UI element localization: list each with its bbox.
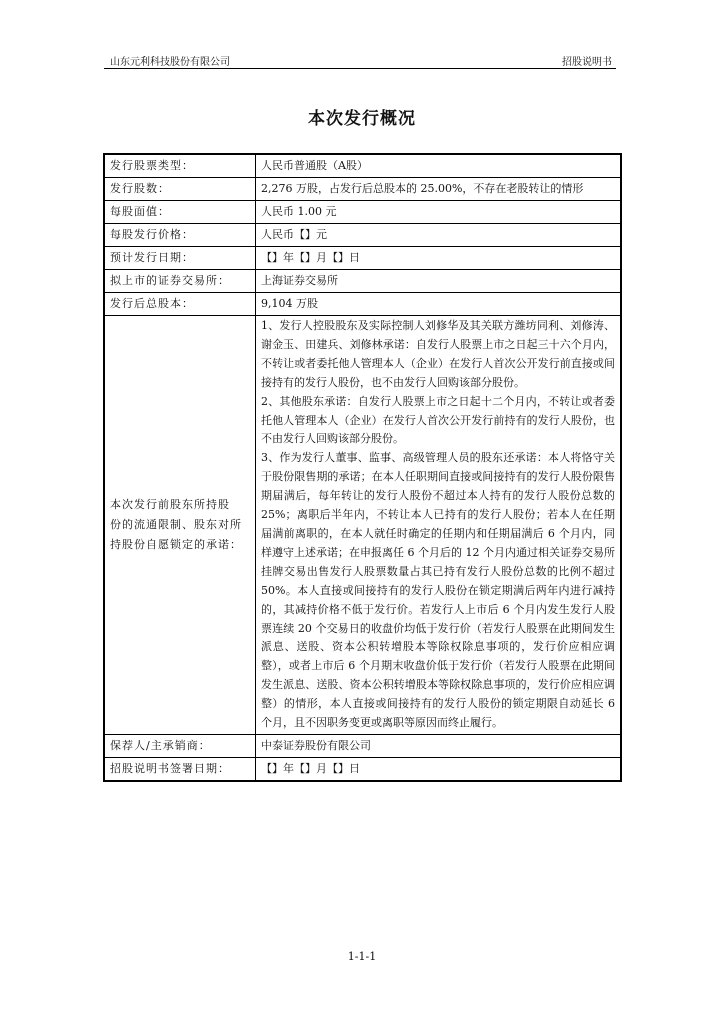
- row-value: 人民币普通股（A股）: [256, 154, 622, 178]
- row-label: 每股面值：: [104, 201, 256, 224]
- page-header: [104, 51, 616, 67]
- row-label: 发行后总股本：: [104, 293, 256, 316]
- row-label: 预计发行日期：: [104, 247, 256, 270]
- lockup-label: [104, 316, 256, 735]
- lockup-label-line: 持股份自愿锁定的承诺：: [110, 537, 242, 551]
- row-value: 【】年【】月【】日: [256, 757, 622, 781]
- table-row: [104, 757, 621, 781]
- page-number: 1-1-1: [347, 950, 377, 963]
- table-row: [104, 178, 621, 201]
- table-row: [104, 224, 621, 247]
- header-company-name: 山东元利科技股份有限公司: [110, 57, 230, 68]
- row-value: 人民币【】元: [256, 224, 622, 247]
- row-value: 2,276 万股，占发行后总股本的 25.00%，不存在老股转让的情形: [256, 178, 622, 201]
- row-label: 每股发行价格：: [104, 224, 256, 247]
- table-row: [104, 201, 621, 224]
- row-label: 拟上市的证券交易所：: [104, 270, 256, 293]
- row-value: 上海证券交易所: [256, 270, 622, 293]
- table-row: [104, 247, 621, 270]
- lockup-commitments: [256, 316, 622, 735]
- lockup-label-line: 份的流通限制、股东对所: [110, 517, 242, 531]
- lockup-paragraph: 3、作为发行人董事、监事、高级管理人员的股东还承诺：本人将恪守关于股份限售期的承诺；在本人任职期间直接或间接持有的发行人股份限售期届满后，每年转让的发行人股份不超过本人持有的发行人股份总数的 25%；离职后半年内，不转让本人已持有的发行人股份；若本人在任期届满前离职的，在本人就任时确定的任期内和任期届满后 6 个月内，同样遵守上述承诺；在申报离任 6 个月后的 12 个月内通过相关证券交易所挂牌交易出售发行人股票数量占其已持有发行人股份总数的比例不超过 50%。本人直接或间接持有的发行人股份在锁定期满后两年内进行减持的，其减持价格不低于发行价。若发行人上市后 6 个月内发生发行人股票连续 20 个交易日的收盘价均低于发行价（若发行人股票在此期间发生派息、送股、资本公积转增股本等除权除息事项的，发行价应相应调整），或者上市后 6 个月期末收盘价低于发行价（若发行人股票在此期间发生派息、送股、资本公积转增股本等除权除息事项的，发行价应相应调整）的情形，本人直接或间接持有的发行人股份的锁定期限自动延长 6 个月，且不因职务变更或离职等原因而终止履行。: [261, 451, 615, 730]
- table-row: [104, 154, 621, 178]
- table-row: [104, 734, 621, 757]
- lockup-paragraph: 2、其他股东承诺：自发行人股票上市之日起十二个月内，不转让或者委托他人管理本人（企业）在发行人首次公开发行前持有的发行人股份，也不由发行人回购该部分股份。: [261, 394, 615, 446]
- row-label: 发行股票类型：: [104, 154, 256, 178]
- header-document-type: 招股说明书: [562, 57, 612, 68]
- lockup-label-line: 本次发行前股东所持股: [110, 497, 230, 511]
- page-title: 本次发行概况: [308, 109, 416, 129]
- header-divider: [104, 68, 616, 69]
- row-value: 人民币 1.00 元: [256, 201, 622, 224]
- row-label: 招股说明书签署日期：: [104, 757, 256, 781]
- lockup-paragraph: 1、发行人控股股东及实际控制人刘修华及其关联方潍坊同利、刘修涛、谢金玉、田建兵、刘修林承诺：自发行人股票上市之日起三十六个月内，不转让或者委托他人管理本人（企业）在发行人首次公开发行前直接或间接持有的发行人股份，也不由发行人回购该部分股份。: [261, 319, 615, 389]
- table-row: [104, 293, 621, 316]
- table-row: [104, 270, 621, 293]
- row-label: 发行股数：: [104, 178, 256, 201]
- row-value: 9,104 万股: [256, 293, 622, 316]
- row-value: 【】年【】月【】日: [256, 247, 622, 270]
- lockup-row: [104, 316, 621, 735]
- row-value: 中泰证券股份有限公司: [256, 734, 622, 757]
- offering-summary-table: [103, 153, 622, 782]
- row-label: 保荐人/主承销商：: [104, 734, 256, 757]
